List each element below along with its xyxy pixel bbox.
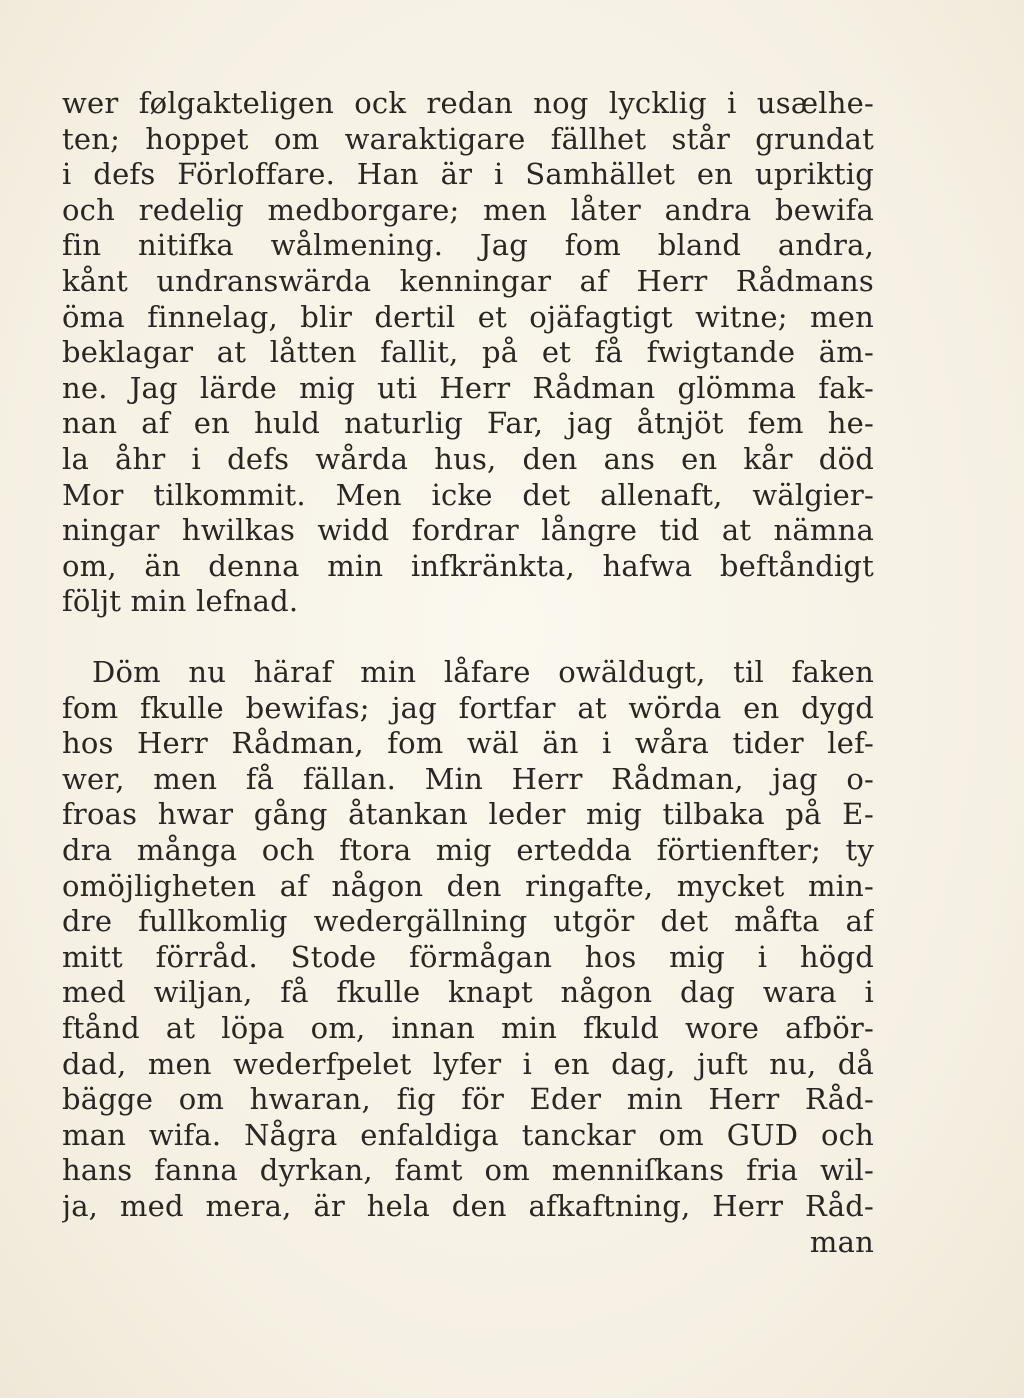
text-line: ne. Jag lärde mig uti Herr Rådman glömma fak- — [62, 370, 874, 405]
text-line: dad, men wederfpelet lyfer i en dag, juft nu, då — [62, 1046, 874, 1081]
text-line: bägge om hwaran, fig för Eder min Herr Råd- — [62, 1082, 874, 1117]
text-line: ten; hoppet om waraktigare fällhet står grundat — [62, 121, 874, 156]
paragraph-2 — [62, 655, 874, 1260]
text-line: ningar hwilkas widd fordrar långre tid at nämna — [62, 513, 874, 548]
text-line: om, än denna min infkränkta, hafwa beftåndigt — [62, 548, 874, 583]
catchword: man — [809, 1224, 874, 1259]
text-line: dra många och ftora mig ertedda förtienfter; ty — [62, 832, 874, 867]
text-line: ftånd at löpa om, innan min fkuld wore afbör- — [62, 1010, 874, 1045]
text-line: omöjligheten af någon den ringafte, mycket min- — [62, 868, 874, 903]
text-line: man wifa. Några enfaldiga tanckar om GUD och — [62, 1117, 874, 1152]
text-line: i defs Förloffare. Han är i Samhället en upriktig — [62, 157, 874, 192]
text-line: och redelig medborgare; men låter andra bewifa — [62, 192, 874, 227]
text-line: wer følgakteligen ock redan nog lycklig i usælhe- — [62, 86, 874, 120]
text-line: mitt förråd. Stode förmågan hos mig i högd — [62, 939, 874, 974]
text-line: la åhr i defs wårda hus, den ans en kår död — [62, 441, 874, 476]
paragraph-1 — [62, 86, 874, 620]
text-line: ja, med mera, är hela den afkaftning, Herr Råd- — [62, 1188, 874, 1223]
text-line: beklagar at låtten fallit, på et få fwigtande äm- — [62, 335, 874, 370]
text-line: hans fanna dyrkan, famt om menniſkans fria wil- — [62, 1153, 874, 1188]
text-line: hos Herr Rådman, fom wäl än i wåra tider lef- — [62, 726, 874, 761]
text-line: med wiljan, få fkulle knapt någon dag wara i — [62, 975, 874, 1010]
text-line: följt min lefnad. — [62, 584, 299, 619]
text-line: Mor tilkommit. Men icke det allenaft, wälgier- — [62, 477, 874, 512]
text-line: Döm nu häraf min låfare owäldugt, til faken — [92, 655, 874, 689]
text-line: fom fkulle bewifas; jag fortfar at wörda en dygd — [62, 690, 874, 725]
text-line: wer, men få fällan. Min Herr Rådman, jag o- — [62, 761, 874, 796]
text-line: dre fullkomlig wedergällning utgör det måfta af — [62, 904, 874, 939]
text-line: öma finnelag, blir dertil et ojäfagtigt witne; men — [62, 299, 874, 334]
text-line: kånt undranswärda kenningar af Herr Rådmans — [62, 263, 874, 298]
text-line: fin nitifka wålmening. Jag fom bland andra, — [62, 228, 874, 263]
text-line: froas hwar gång åtankan leder mig tilbaka på E- — [62, 797, 874, 832]
text-line: nan af en huld naturlig Far, jag åtnjöt fem he- — [62, 406, 874, 441]
